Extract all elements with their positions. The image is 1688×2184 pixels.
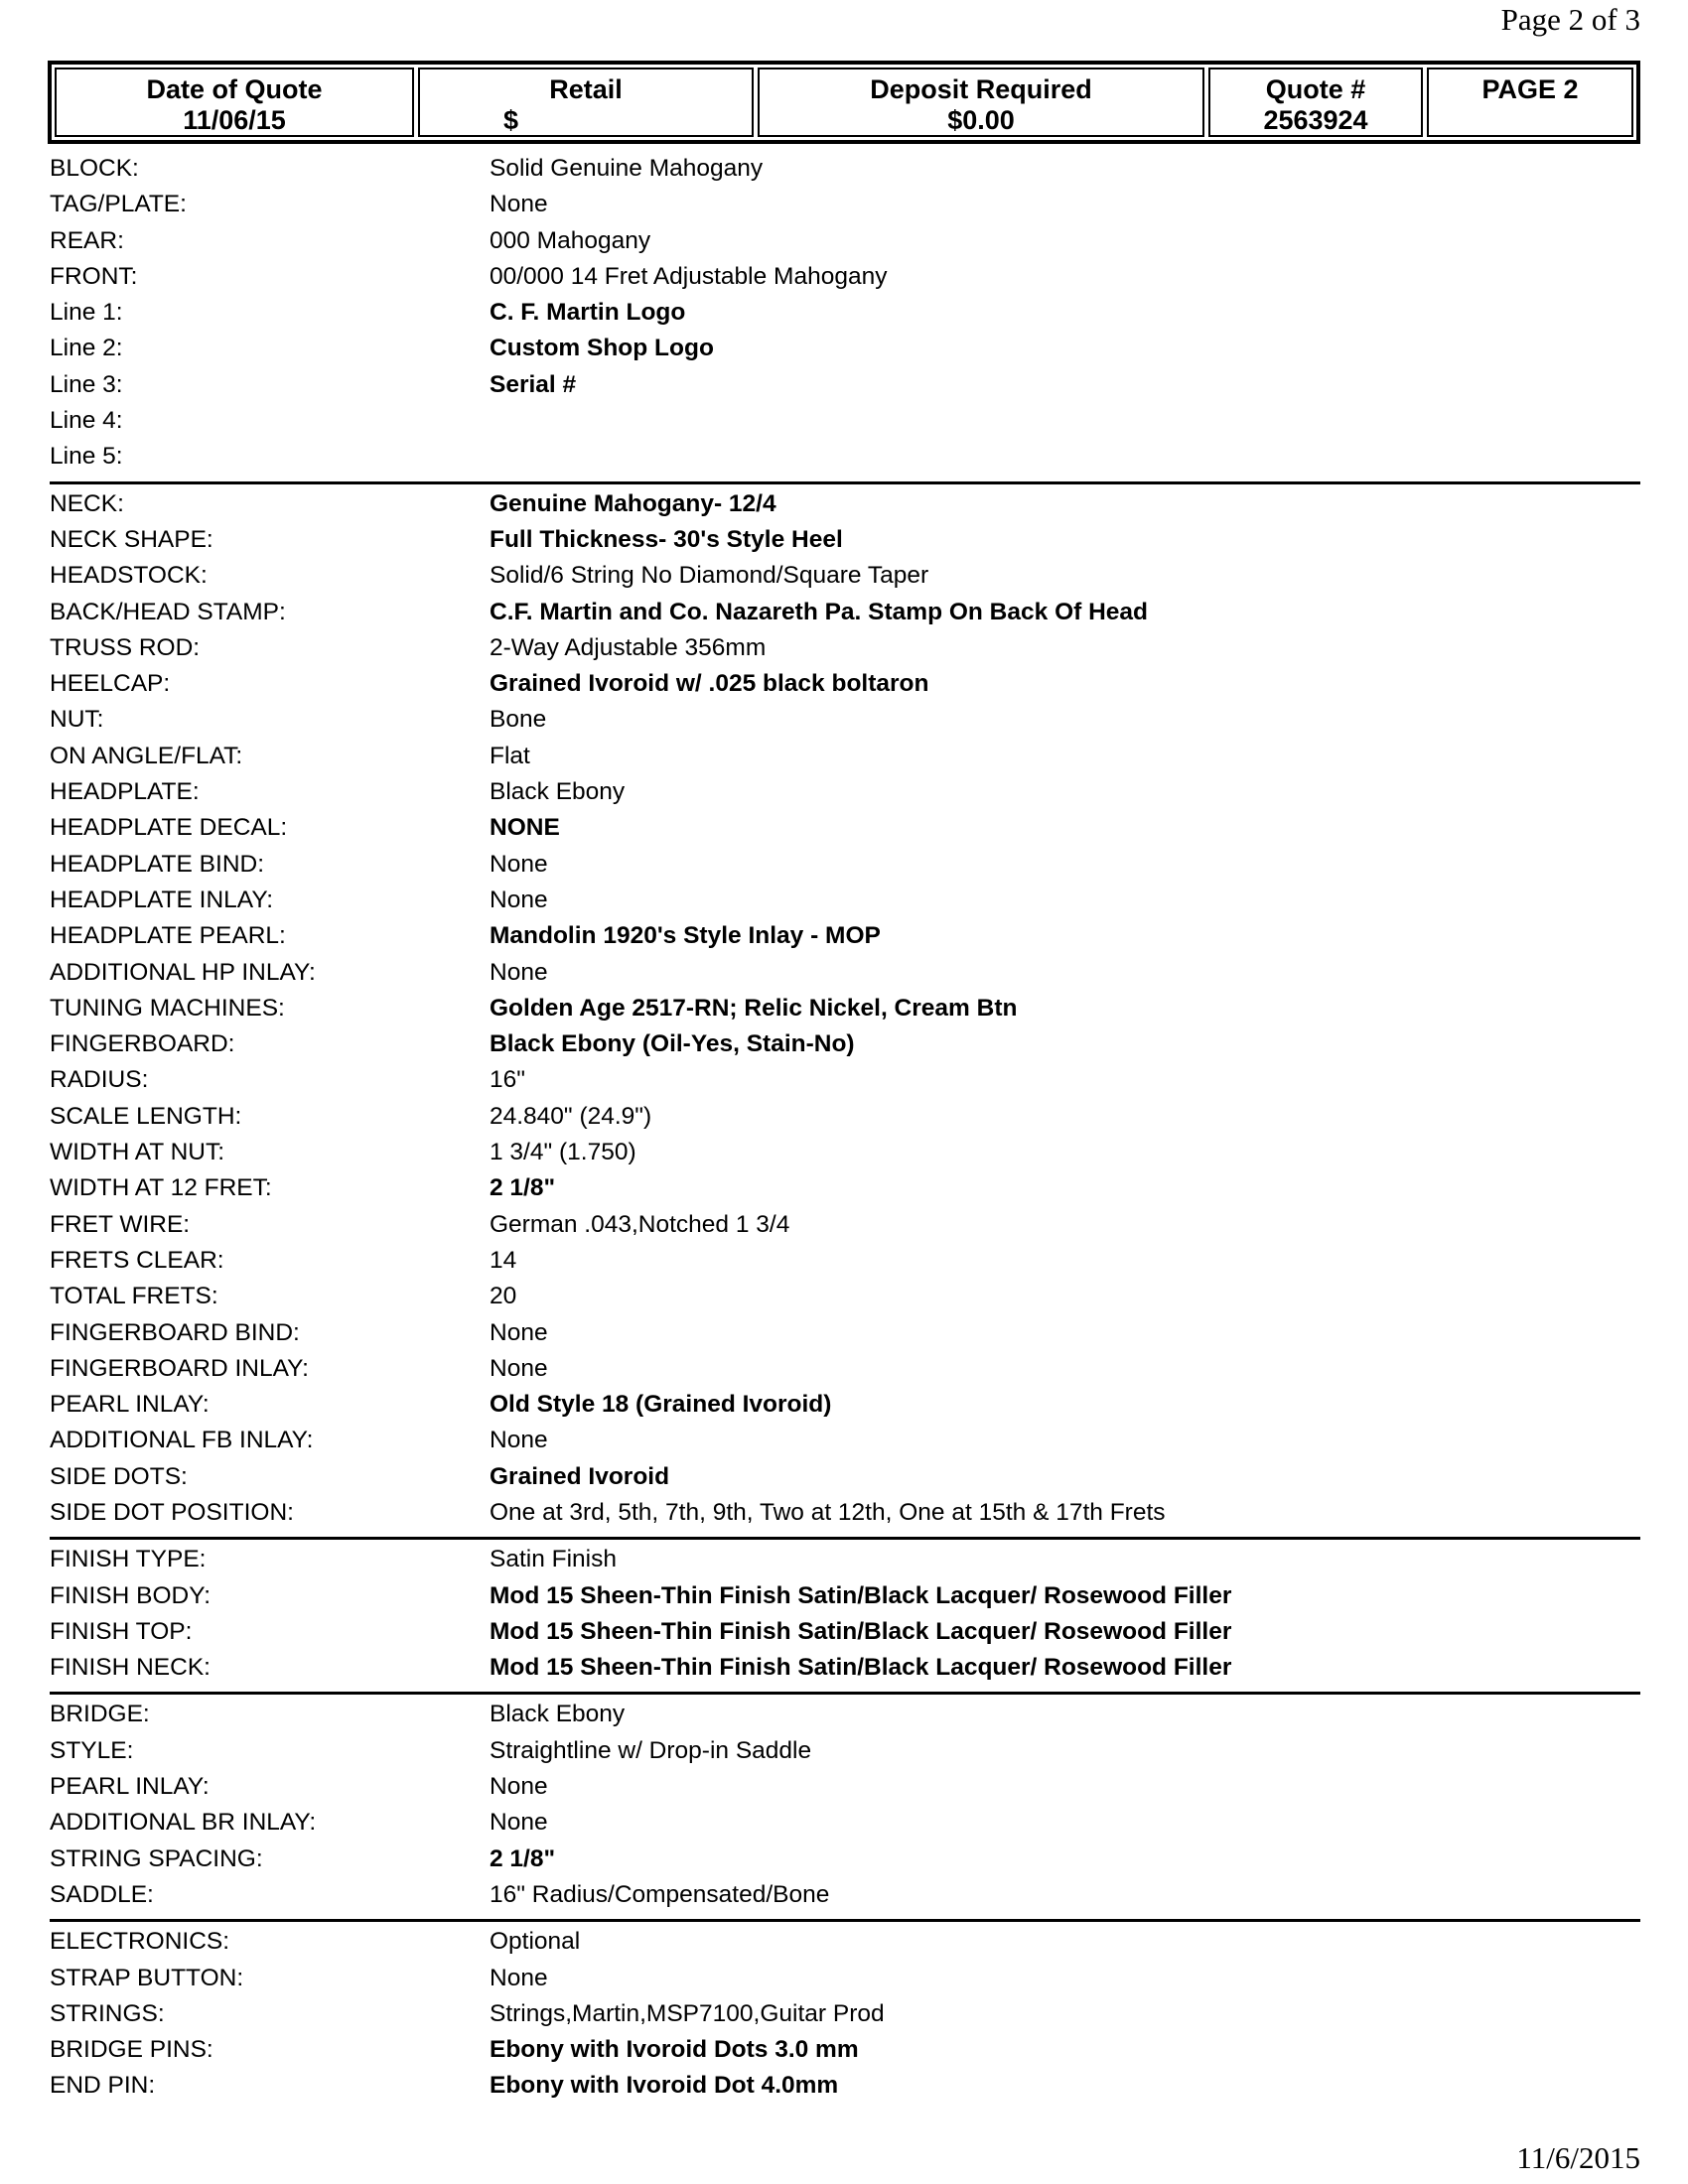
spec-value: Ebony with Ivoroid Dots 3.0 mm (490, 2036, 859, 2064)
retail-value: $ (503, 105, 519, 135)
section-finish (50, 1540, 1640, 1695)
spec-row (50, 439, 1640, 475)
date-of-quote-value: 11/06/15 (183, 105, 286, 135)
spec-value: None (490, 1354, 548, 1382)
spec-label: FINGERBOARD BIND: (50, 1318, 300, 1346)
retail-label: Retail (549, 74, 623, 104)
spec-label: NUT: (50, 706, 104, 734)
spec-row (50, 1026, 1640, 1062)
page-label-cell (1427, 68, 1633, 137)
spec-value: Solid Genuine Mahogany (490, 155, 764, 182)
spec-label: TOTAL FRETS: (50, 1283, 218, 1310)
spec-label: FINGERBOARD: (50, 1030, 235, 1058)
spec-label: TUNING MACHINES: (50, 994, 285, 1022)
spec-row (50, 1542, 1640, 1577)
quote-header-table (48, 61, 1640, 144)
date-of-quote-label: Date of Quote (146, 74, 323, 104)
spec-row (50, 331, 1640, 366)
deposit-required-cell (758, 68, 1204, 137)
spec-row (50, 1062, 1640, 1098)
spec-row (50, 187, 1640, 222)
spec-row (50, 1423, 1640, 1458)
spec-value: Serial # (490, 370, 577, 398)
spec-label: Line 4: (50, 407, 123, 435)
spec-row (50, 1842, 1640, 1877)
spec-value: Grained Ivoroid (490, 1462, 670, 1490)
spec-label: Line 3: (50, 370, 123, 398)
spec-value: Custom Shop Logo (490, 335, 714, 362)
quote-number-label: Quote # (1265, 74, 1366, 104)
spec-value: 2 1/8" (490, 1174, 556, 1202)
spec-value: Strings,Martin,MSP7100,Guitar Prod (490, 1999, 885, 2027)
spec-value: Mandolin 1920's Style Inlay - MOP (490, 922, 881, 950)
spec-row (50, 522, 1640, 558)
spec-label: HEADPLATE INLAY: (50, 886, 274, 913)
spec-row (50, 1650, 1640, 1686)
spec-value: 00/000 14 Fret Adjustable Mahogany (490, 262, 888, 290)
page-indicator: Page 2 of 3 (1500, 2, 1640, 37)
spec-label: STRINGS: (50, 1999, 165, 2027)
spec-value: Genuine Mahogany- 12/4 (490, 489, 776, 517)
spec-label: BRIDGE: (50, 1701, 150, 1728)
spec-label: FINISH TYPE: (50, 1546, 207, 1573)
spec-value: Ebony with Ivoroid Dot 4.0mm (490, 2072, 839, 2100)
spec-label: STYLE: (50, 1736, 134, 1764)
spec-row (50, 1495, 1640, 1531)
spec-row (50, 1614, 1640, 1650)
spec-row (50, 595, 1640, 630)
spec-value: Flat (490, 742, 530, 769)
section-electronics (50, 1922, 1640, 2110)
spec-label: ADDITIONAL BR INLAY: (50, 1809, 317, 1837)
spec-label: FINGERBOARD INLAY: (50, 1354, 309, 1382)
spec-value: 16" (490, 1066, 525, 1094)
spec-label: TRUSS ROD: (50, 633, 201, 661)
spec-label: SCALE LENGTH: (50, 1102, 242, 1130)
spec-row (50, 630, 1640, 666)
spec-row (50, 1279, 1640, 1314)
spec-value: None (490, 1318, 548, 1346)
spec-label: FRET WIRE: (50, 1210, 191, 1238)
spec-row (50, 918, 1640, 954)
deposit-required-value: $0.00 (947, 105, 1015, 135)
spec-row (50, 847, 1640, 883)
spec-label: REAR: (50, 226, 124, 254)
spec-row (50, 1387, 1640, 1423)
spec-value: None (490, 1427, 548, 1454)
spec-row (50, 1207, 1640, 1243)
spec-label: FINISH NECK: (50, 1654, 211, 1682)
spec-value: Golden Age 2517-RN; Relic Nickel, Cream Btn (490, 994, 1018, 1022)
spec-row (50, 810, 1640, 846)
deposit-required-label: Deposit Required (870, 74, 1092, 104)
spec-row (50, 2068, 1640, 2104)
spec-value: Full Thickness- 30's Style Heel (490, 525, 843, 553)
spec-value: Black Ebony (490, 1701, 626, 1728)
footer-date: 11/6/2015 (1516, 2140, 1640, 2175)
spec-row (50, 1697, 1640, 1732)
spec-label: SADDLE: (50, 1880, 154, 1908)
section-block (50, 151, 1640, 484)
spec-label: SIDE DOTS: (50, 1462, 188, 1490)
spec-label: WIDTH AT 12 FRET: (50, 1174, 272, 1202)
spec-value: None (490, 850, 548, 878)
spec-value: 2-Way Adjustable 356mm (490, 633, 767, 661)
spec-row (50, 1769, 1640, 1805)
spec-value: Grained Ivoroid w/ .025 black boltaron (490, 670, 929, 698)
spec-label: PEARL INLAY: (50, 1773, 210, 1801)
spec-label: BACK/HEAD STAMP: (50, 598, 286, 625)
spec-row (50, 1805, 1640, 1841)
spec-sections (50, 151, 1640, 2111)
spec-value: 14 (490, 1246, 517, 1274)
date-of-quote-cell (55, 68, 414, 137)
spec-label: ELECTRONICS: (50, 1928, 230, 1956)
spec-value: C. F. Martin Logo (490, 299, 686, 327)
spec-label: HEELCAP: (50, 670, 171, 698)
spec-value: None (490, 1809, 548, 1837)
spec-value: Black Ebony (490, 778, 626, 806)
spec-value: 20 (490, 1283, 517, 1310)
spec-row (50, 295, 1640, 331)
spec-label: HEADPLATE DECAL: (50, 814, 288, 842)
spec-label: FINISH TOP: (50, 1617, 193, 1645)
spec-row (50, 1877, 1640, 1913)
spec-value: None (490, 1773, 548, 1801)
spec-label: HEADPLATE: (50, 778, 200, 806)
spec-row (50, 223, 1640, 259)
spec-label: ON ANGLE/FLAT: (50, 742, 243, 769)
spec-row (50, 2032, 1640, 2068)
spec-label: PEARL INLAY: (50, 1391, 210, 1419)
spec-label: WIDTH AT NUT: (50, 1139, 225, 1166)
spec-label: Line 2: (50, 335, 123, 362)
spec-label: NECK: (50, 489, 124, 517)
spec-row (50, 702, 1640, 738)
spec-label: SIDE DOT POSITION: (50, 1498, 294, 1526)
spec-row (50, 1459, 1640, 1495)
spec-row (50, 739, 1640, 774)
spec-row (50, 666, 1640, 702)
spec-row (50, 1578, 1640, 1614)
spec-row (50, 1135, 1640, 1170)
spec-row (50, 151, 1640, 187)
spec-value: None (490, 191, 548, 218)
spec-row (50, 558, 1640, 594)
spec-row (50, 991, 1640, 1026)
spec-label: STRING SPACING: (50, 1844, 263, 1872)
spec-label: END PIN: (50, 2072, 156, 2100)
spec-value: German .043,Notched 1 3/4 (490, 1210, 790, 1238)
spec-label: BRIDGE PINS: (50, 2036, 213, 2064)
spec-value: Solid/6 String No Diamond/Square Taper (490, 562, 929, 590)
spec-label: FINISH BODY: (50, 1581, 211, 1609)
section-neck (50, 484, 1640, 1541)
spec-label: RADIUS: (50, 1066, 149, 1094)
page-label: PAGE 2 (1481, 74, 1579, 104)
spec-row (50, 1351, 1640, 1387)
spec-label: HEADPLATE BIND: (50, 850, 265, 878)
spec-label: BLOCK: (50, 155, 139, 182)
spec-value: 24.840" (24.9") (490, 1102, 652, 1130)
spec-row (50, 1243, 1640, 1279)
spec-value: NONE (490, 814, 560, 842)
spec-label: ADDITIONAL HP INLAY: (50, 958, 316, 986)
quote-number-value: 2563924 (1263, 105, 1368, 135)
spec-row (50, 403, 1640, 439)
spec-label: STRAP BUTTON: (50, 1964, 244, 1991)
spec-row (50, 883, 1640, 918)
spec-row (50, 1315, 1640, 1351)
spec-value: Old Style 18 (Grained Ivoroid) (490, 1391, 832, 1419)
spec-label: Line 5: (50, 443, 123, 471)
spec-label: Line 1: (50, 299, 123, 327)
spec-row (50, 367, 1640, 403)
spec-label: NECK SHAPE: (50, 525, 213, 553)
spec-row (50, 1996, 1640, 2032)
spec-value: None (490, 886, 548, 913)
spec-value: Mod 15 Sheen-Thin Finish Satin/Black Lacquer/ Rosewood Filler (490, 1581, 1232, 1609)
spec-value: Mod 15 Sheen-Thin Finish Satin/Black Lacquer/ Rosewood Filler (490, 1617, 1232, 1645)
spec-row (50, 1170, 1640, 1206)
spec-value: Bone (490, 706, 547, 734)
spec-value: 1 3/4" (1.750) (490, 1139, 636, 1166)
spec-value: Satin Finish (490, 1546, 618, 1573)
spec-value: None (490, 958, 548, 986)
spec-value: One at 3rd, 5th, 7th, 9th, Two at 12th, One at 15th & 17th Frets (490, 1498, 1166, 1526)
spec-value: Black Ebony (Oil-Yes, Stain-No) (490, 1030, 855, 1058)
spec-label: TAG/PLATE: (50, 191, 187, 218)
spec-value: 16" Radius/Compensated/Bone (490, 1880, 830, 1908)
spec-value: Optional (490, 1928, 581, 1956)
section-bridge (50, 1695, 1640, 1922)
spec-row (50, 774, 1640, 810)
spec-label: HEADPLATE PEARL: (50, 922, 286, 950)
spec-value: Straightline w/ Drop-in Saddle (490, 1736, 812, 1764)
spec-value: None (490, 1964, 548, 1991)
spec-row (50, 1924, 1640, 1960)
retail-cell (418, 68, 754, 137)
spec-row (50, 955, 1640, 991)
spec-value: 2 1/8" (490, 1844, 556, 1872)
spec-value: C.F. Martin and Co. Nazareth Pa. Stamp On Back Of Head (490, 598, 1148, 625)
quote-number-cell (1208, 68, 1423, 137)
spec-label: ADDITIONAL FB INLAY: (50, 1427, 314, 1454)
spec-value: 000 Mahogany (490, 226, 651, 254)
spec-label: HEADSTOCK: (50, 562, 208, 590)
spec-row (50, 1961, 1640, 1996)
spec-value (490, 439, 1640, 475)
spec-label: FRETS CLEAR: (50, 1246, 224, 1274)
spec-row (50, 1733, 1640, 1769)
spec-label: FRONT: (50, 262, 138, 290)
spec-row (50, 486, 1640, 522)
spec-row (50, 259, 1640, 295)
spec-value (490, 403, 1640, 439)
spec-row (50, 1099, 1640, 1135)
spec-value: Mod 15 Sheen-Thin Finish Satin/Black Lacquer/ Rosewood Filler (490, 1654, 1232, 1682)
